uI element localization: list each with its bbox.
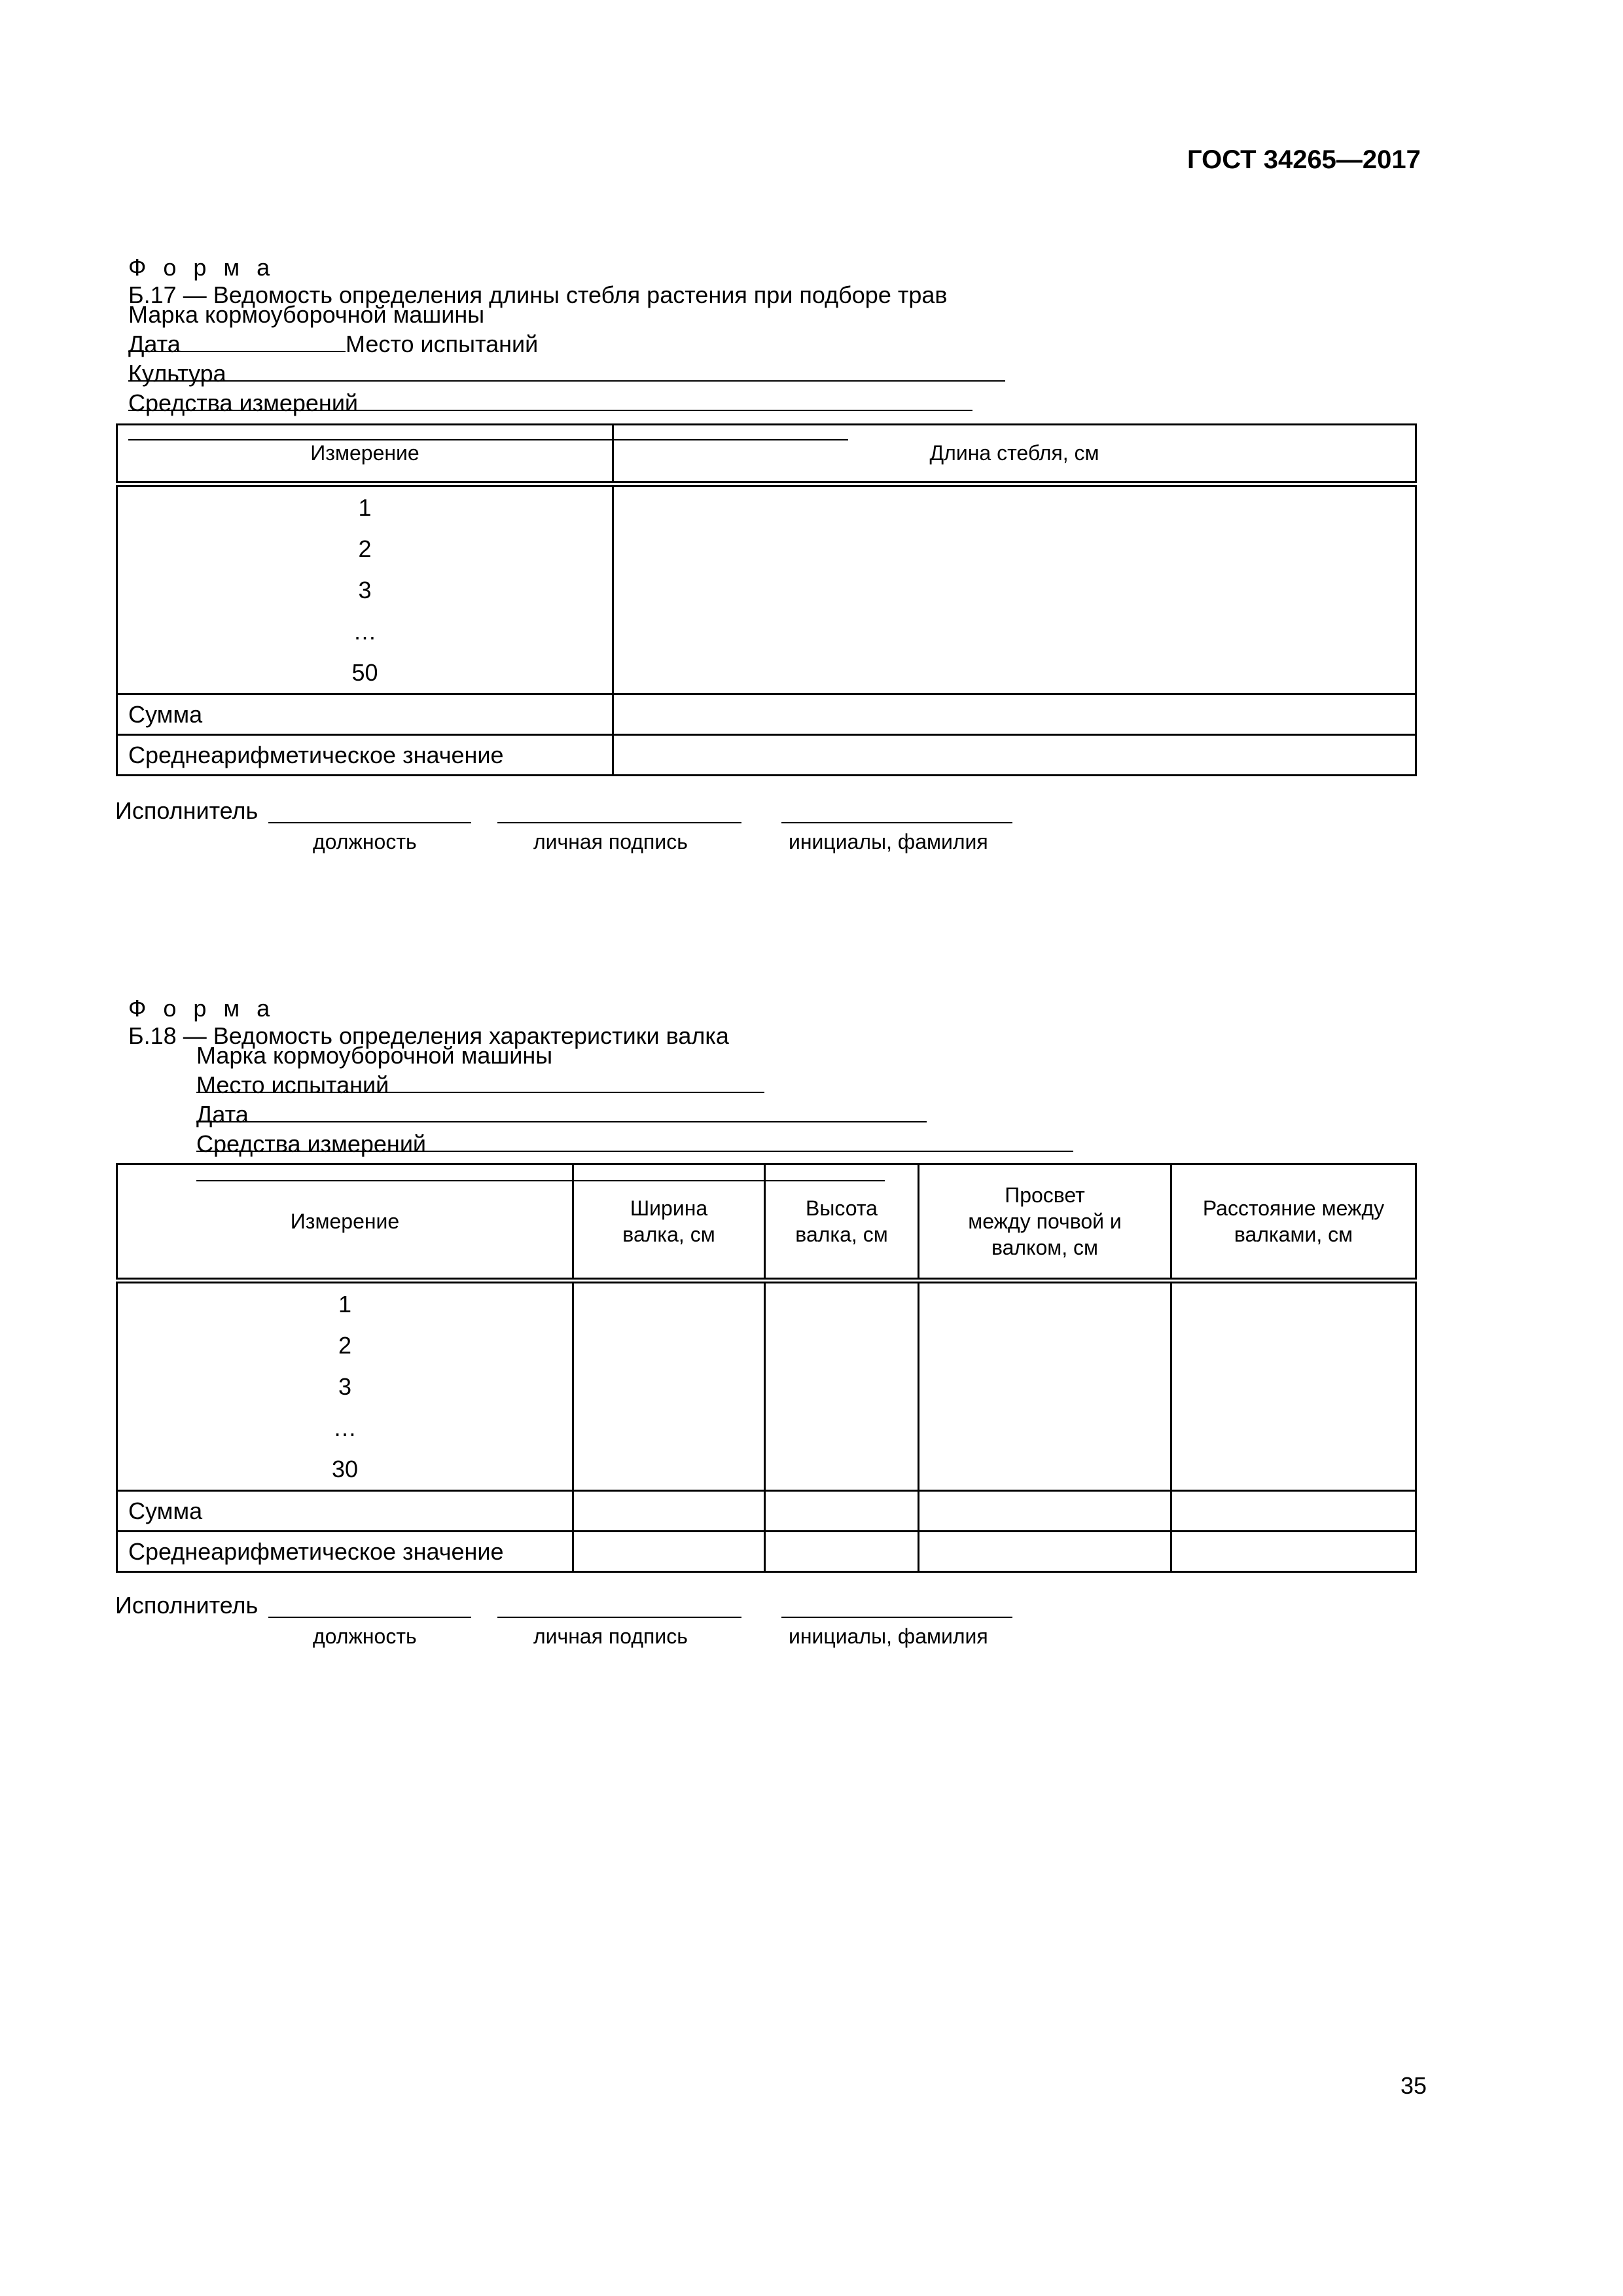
form17-stem-length-values[interactable]: [613, 484, 1416, 694]
form18-label: Ф о р м а: [128, 995, 276, 1022]
form17-mean-value[interactable]: [613, 735, 1416, 776]
form17-culture-label: Культура: [128, 360, 226, 387]
row-number: 50: [351, 659, 378, 686]
form17-date-label: Дата: [128, 331, 181, 357]
form18-sum-distance[interactable]: [1171, 1491, 1416, 1532]
form18-sum-clearance[interactable]: [919, 1491, 1171, 1532]
form18-mean-label: Среднеарифметическое значение: [117, 1532, 573, 1572]
form18-mean-width[interactable]: [573, 1532, 765, 1572]
form18-executor-label: Исполнитель: [115, 1592, 259, 1619]
form18-caption-position: должность: [313, 1624, 417, 1648]
form18-header-width: Ширина валка, см: [573, 1164, 765, 1281]
form18-signature-blank[interactable]: [497, 1617, 741, 1618]
form17-signature-blank[interactable]: [497, 822, 741, 823]
form17-label: Ф о р м а: [128, 254, 276, 281]
form18-header-distance: Расстояние между валками, см: [1171, 1164, 1416, 1281]
row-number: 3: [338, 1373, 352, 1400]
form17-sum-value[interactable]: [613, 694, 1416, 735]
row-number: 3: [358, 577, 372, 603]
row-number: …: [333, 1414, 357, 1441]
form18-date-label: Дата: [196, 1101, 249, 1128]
form17-measurement-numbers: [117, 484, 613, 694]
form17-executor-label: Исполнитель: [115, 797, 259, 824]
form18-width-values[interactable]: [573, 1281, 765, 1491]
row-number: 1: [338, 1291, 352, 1318]
row-number: 2: [338, 1332, 352, 1359]
form18-mean-height[interactable]: [765, 1532, 919, 1572]
form18-clearance-values[interactable]: [919, 1281, 1171, 1491]
form17-caption-name: инициалы, фамилия: [789, 830, 988, 853]
form18-mean-clearance[interactable]: [919, 1532, 1171, 1572]
form18-sum-label: Сумма: [117, 1491, 573, 1532]
form17-header-measurement: Измерение: [117, 425, 613, 484]
form18-place-label: Место испытаний: [196, 1071, 389, 1098]
form17-header-stem-length: Длина стебля, см: [613, 425, 1416, 484]
form18-sum-width[interactable]: [573, 1491, 765, 1532]
form17-caption-position: должность: [313, 830, 417, 853]
form18-caption-signature: личная подпись: [533, 1624, 688, 1648]
form18-distance-values[interactable]: [1171, 1281, 1416, 1491]
form17-caption-signature: личная подпись: [533, 830, 688, 853]
form18-table: [116, 1163, 1417, 1573]
form18-title: Б.18 — Ведомость определения характеристики валка: [128, 1022, 729, 1049]
row-number: 1: [358, 494, 372, 521]
page-number: 35: [1400, 2072, 1427, 2099]
form17-name-blank[interactable]: [781, 822, 1012, 823]
form18-name-blank[interactable]: [781, 1617, 1012, 1618]
form17-table: [116, 423, 1417, 776]
form17-position-blank[interactable]: [268, 822, 471, 823]
form17-sum-label: Сумма: [117, 694, 613, 735]
form17-instruments-label: Средства измерений: [128, 389, 359, 416]
form18-position-blank[interactable]: [268, 1617, 471, 1618]
form18-measurement-numbers: [117, 1281, 573, 1491]
form18-mean-distance[interactable]: [1171, 1532, 1416, 1572]
form17-brand-label: Марка кормоуборочной машины: [128, 301, 485, 328]
form17-mean-label: Среднеарифметическое значение: [117, 735, 613, 776]
form17-place-label: Место испытаний: [346, 331, 539, 357]
form18-header-height: Высота валка, см: [765, 1164, 919, 1281]
form18-brand-label: Марка кормоуборочной машины: [196, 1042, 553, 1069]
form17-title: Б.17 — Ведомость определения длины стебля растения при подборе трав: [128, 281, 948, 308]
form18-sum-height[interactable]: [765, 1491, 919, 1532]
document-standard-number: ГОСТ 34265—2017: [1187, 145, 1421, 174]
row-number: 2: [358, 535, 372, 562]
form18-caption-name: инициалы, фамилия: [789, 1624, 988, 1648]
row-number: …: [353, 618, 377, 645]
form18-header-measurement: Измерение: [117, 1164, 573, 1281]
row-number: 30: [331, 1456, 359, 1482]
form18-height-values[interactable]: [765, 1281, 919, 1491]
form18-header-clearance: Просвет между почвой и валком, см: [919, 1164, 1171, 1281]
form18-instruments-label: Средства измерений: [196, 1130, 427, 1157]
